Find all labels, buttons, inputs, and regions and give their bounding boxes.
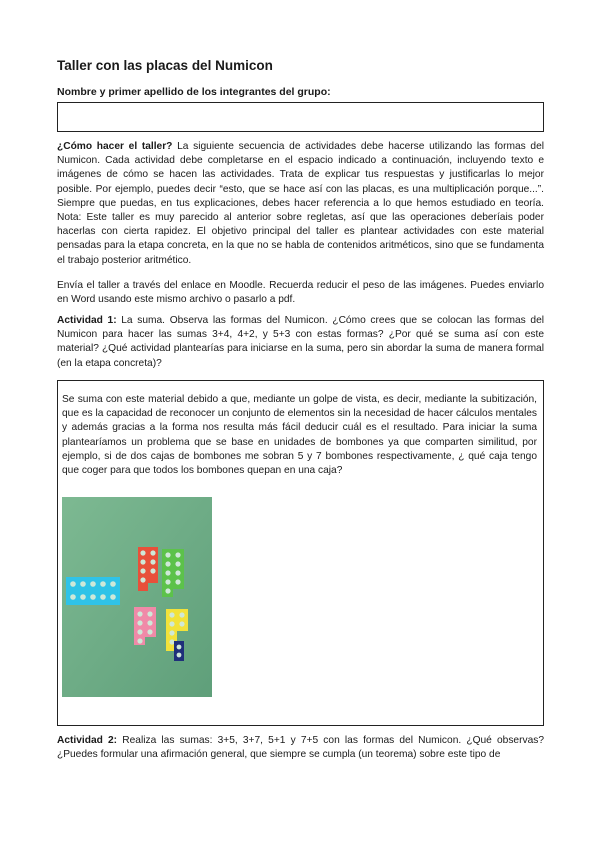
activity1-body: La suma. Observa las formas del Numicon. ¿Cómo crees que se colocan las formas del Numicon para hacer las sumas 3+4, 4+2, y 5+3 con estas formas? ¿Por qué se suma así con este material? ¿Qué actividad plantearías para iniciarse en la suma, pero sin abordar la suma de manera formal (en la etapa concreta)? xyxy=(57,315,544,369)
numicon-cyan-piece xyxy=(66,577,120,605)
activity2-body: Realiza las sumas: 3+5, 3+7, 5+1 y 7+5 con las formas del Numicon. ¿Qué observas? ¿Puedes formular una afirmación general, que siempre se cumpla (un teorema) sobre este tipo de xyxy=(57,735,545,761)
members-label: Nombre y primer apellido de los integrantes del grupo: xyxy=(57,86,331,98)
intro-paragraph xyxy=(57,140,544,268)
document-title: Taller con las placas del Numicon xyxy=(57,58,273,73)
activity2-lead: Actividad 2: xyxy=(57,735,118,746)
members-input-box[interactable] xyxy=(57,102,544,132)
submit-note: Envía el taller a través del enlace en Moodle. Recuerda reducir el peso de las imágenes. Puedes enviarlo en Word usando este mismo archivo o pasarlo a pdf. xyxy=(57,280,544,306)
activity1-lead: Actividad 1: xyxy=(57,315,117,326)
activity2-paragraph xyxy=(57,734,544,762)
numicon-photo xyxy=(62,497,212,697)
activity1-answer-text: Se suma con este material debido a que, mediante un golpe de vista, es decir, mediante la subitización, que es la capacidad de reconocer un conjunto de elementos sin la necesidad de hacer cálculos mentales y además gracias a la forma nos resulta más fácil deducir cuál es el resultado. Para iniciar la suma plantearíamos un problema que se base en unidades de bombones ya que comparten similitud, por ejemplo, si de dos cajas de bombones me sobran 5 y 7 bombones respectivamente, ¿ qué caja tengo que coger para que todos los bombones quepan en una caja? xyxy=(62,394,537,477)
numicon-navy-piece xyxy=(174,641,184,661)
intro-lead: ¿Cómo hacer el taller? xyxy=(57,141,173,152)
activity1-paragraph xyxy=(57,314,544,371)
intro-body: La siguiente secuencia de actividades debe hacerse utilizando las formas del Numicon. Cada actividad debe completarse en el espacio indicado a continuación, incluyendo texto e imágenes de cómo se hacen las actividades. Trata de explicar tus respuestas y justificarlas lo mejor posible. Por ejemplo, puedes decir “esto, que se hace así con las placas, es una multiplicación porque...”. Siempre que puedas, en tus explicaciones, debes hacer referencia a lo que hemos estudiado en teoría. Nota: Este taller es muy parecido al anterior sobre regletas, así que las operaciones deberíais poder hacerlas con cierta rapidez. El objetivo principal del taller es plantear actividades con este material pensadas para la etapa concreta, en la que no se habla de contenidos aritméticos, sino que se fundamenta el trabajo posterior aritmético. xyxy=(57,141,544,266)
